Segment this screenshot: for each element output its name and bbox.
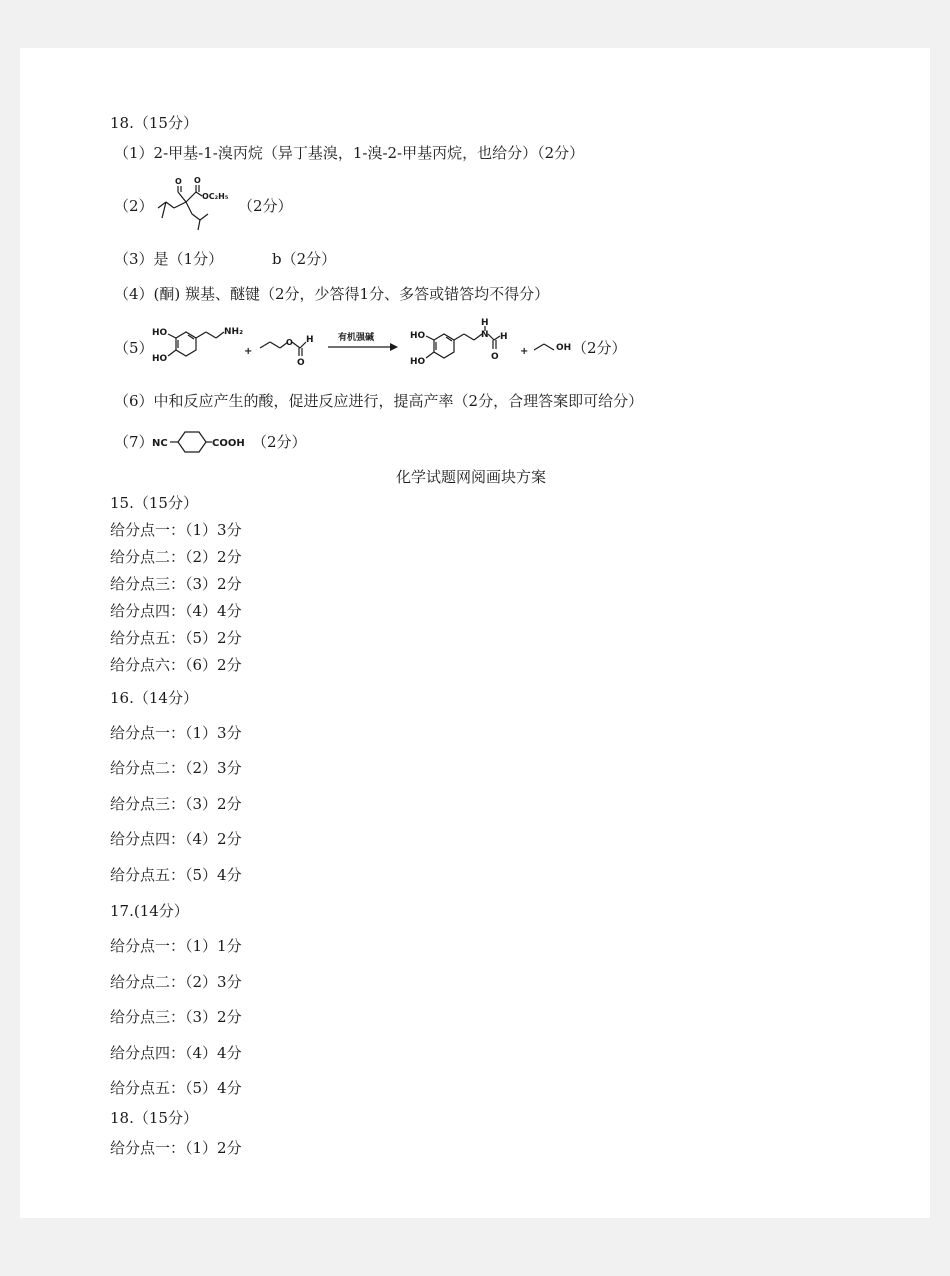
q7-nc: NC — [152, 438, 168, 449]
scheme-17-title: 17.(14分） — [110, 902, 189, 920]
scheme-16-point: 给分点五：（5）4分 — [110, 866, 242, 884]
reactant1-nh2: NH₂ — [224, 327, 244, 337]
scheme-17-point: 给分点五：（5）4分 — [110, 1079, 242, 1097]
q18-answer-7-structure — [150, 428, 250, 456]
scheme-16-title: 16.（14分） — [110, 689, 198, 707]
scheme-16-point: 给分点一：（1）3分 — [110, 724, 242, 742]
reactant2-h: H — [306, 335, 314, 345]
product2-oh: OH — [556, 343, 572, 353]
q18-answer-2-oc2h5: OC₂H₅ — [202, 192, 229, 201]
q18-answer-3a: （3）是（1分） — [114, 250, 224, 268]
reactant1-ho-bottom: HO — [152, 354, 168, 364]
q18-answer-5-score: （2分） — [572, 339, 627, 357]
scheme-15-point: 给分点六：（6）2分 — [110, 656, 242, 674]
arrow-condition-label: 有机强碱 — [338, 333, 375, 343]
scheme-heading: 化学试题网阅画块方案 — [396, 468, 547, 486]
q18-answer-3b: b（2分） — [272, 250, 337, 268]
product-ho-bottom: HO — [410, 357, 426, 367]
plus-sign-2: + — [520, 346, 529, 357]
document-page — [20, 48, 930, 1218]
q18-answer-7-score: （2分） — [252, 433, 307, 451]
reactant2-o: O — [297, 358, 305, 368]
q18-answer-7-label: （7） — [114, 433, 154, 451]
scheme-18-title: 18.（15分） — [110, 1109, 198, 1127]
svg-text:O: O — [175, 177, 182, 186]
product-h-right: H — [500, 332, 508, 342]
q7-cooh: COOH — [212, 438, 245, 449]
q18-answer-5-label: （5） — [114, 339, 154, 357]
svg-text:O: O — [194, 176, 201, 185]
scheme-15-point: 给分点三：（3）2分 — [110, 575, 242, 593]
scheme-16-point: 给分点三：（3）2分 — [110, 795, 242, 813]
product-ho-top: HO — [410, 331, 426, 341]
scheme-15-point: 给分点二：（2）2分 — [110, 548, 242, 566]
q18-answer-1: （1）2-甲基-1-溴丙烷（异丁基溴，1-溴-2-甲基丙烷，也给分）（2分） — [114, 144, 585, 162]
q18-answer-6: （6）中和反应产生的酸，促进反应进行，提高产率（2分，合理答案即可给分） — [114, 392, 644, 410]
scheme-17-point: 给分点三：（3）2分 — [110, 1008, 242, 1026]
scheme-16-point: 给分点二：（2）3分 — [110, 759, 242, 777]
q18-answer-2-structure — [148, 174, 248, 234]
q18-answer-2-score: （2分） — [238, 197, 293, 215]
scheme-15-point: 给分点五：（5）2分 — [110, 629, 242, 647]
scheme-17-point: 给分点四：（4）4分 — [110, 1044, 242, 1062]
q18-answer-2-label: （2） — [114, 197, 154, 215]
q18-title: 18.（15分） — [110, 114, 198, 132]
product-h-top: H — [481, 318, 489, 328]
reactant1-ho-top: HO — [152, 328, 168, 338]
scheme-15-point: 给分点四：（4）4分 — [110, 602, 242, 620]
scheme-16-point: 给分点四：（4）2分 — [110, 830, 242, 848]
scheme-17-point: 给分点二：（2）3分 — [110, 973, 242, 991]
product-o: O — [491, 352, 499, 362]
scheme-15-point: 给分点一：（1）3分 — [110, 521, 242, 539]
scheme-15-title: 15.（15分） — [110, 494, 198, 512]
product-n: N — [481, 330, 489, 340]
svg-text:O: O — [286, 338, 293, 347]
scheme-17-point: 给分点一：（1）1分 — [110, 937, 242, 955]
q18-answer-4: （4）(酮) 羰基、醚键（2分，少答得1分、多答或错答均不得分） — [114, 285, 550, 303]
scheme-18-point: 给分点一：（1）2分 — [110, 1139, 242, 1157]
plus-sign-1: + — [244, 346, 253, 357]
